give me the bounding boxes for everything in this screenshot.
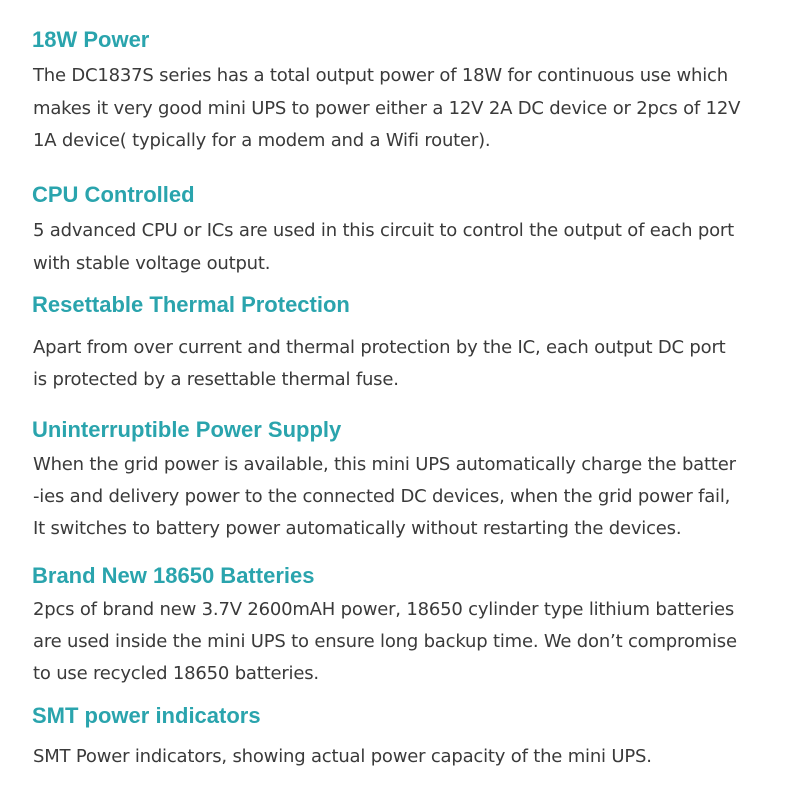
paragraph-line: 1A device( typically for a modem and a Wifi router).: [33, 130, 491, 151]
paragraph-line: is protected by a resettable thermal fuse.: [33, 369, 399, 390]
heading-smt-power-indicators: SMT power indicators: [32, 703, 261, 728]
paragraph-line: When the grid power is available, this mini UPS automatically charge the batter: [33, 454, 736, 475]
paragraph-line: 5 advanced CPU or ICs are used in this circuit to control the output of each port: [33, 220, 734, 241]
paragraph-line: The DC1837S series has a total output power of 18W for continuous use which: [33, 65, 728, 86]
paragraph-line: Apart from over current and thermal protection by the IC, each output DC port: [33, 337, 726, 358]
paragraph-line: 2pcs of brand new 3.7V 2600mAH power, 18650 cylinder type lithium batteries: [33, 599, 735, 620]
heading-uninterruptible-power-supply: Uninterruptible Power Supply: [32, 417, 342, 442]
heading-resettable-thermal-protection: Resettable Thermal Protection: [32, 292, 350, 317]
paragraph-line: makes it very good mini UPS to power either a 12V 2A DC device or 2pcs of 12V: [33, 98, 741, 119]
heading-cpu-controlled: CPU Controlled: [32, 182, 195, 207]
heading-18w-power: 18W Power: [32, 27, 150, 52]
heading-brand-new-18650-batteries: Brand New 18650 Batteries: [32, 563, 315, 588]
paragraph-line: with stable voltage output.: [33, 253, 271, 274]
paragraph-line: It switches to battery power automatically without restarting the devices.: [33, 518, 682, 539]
paragraph-line: are used inside the mini UPS to ensure long backup time. We don’t compromise: [33, 631, 737, 652]
paragraph-line: SMT Power indicators, showing actual power capacity of the mini UPS.: [33, 746, 652, 767]
paragraph-line: -ies and delivery power to the connected DC devices, when the grid power fail,: [33, 486, 731, 507]
paragraph-line: to use recycled 18650 batteries.: [33, 663, 319, 684]
